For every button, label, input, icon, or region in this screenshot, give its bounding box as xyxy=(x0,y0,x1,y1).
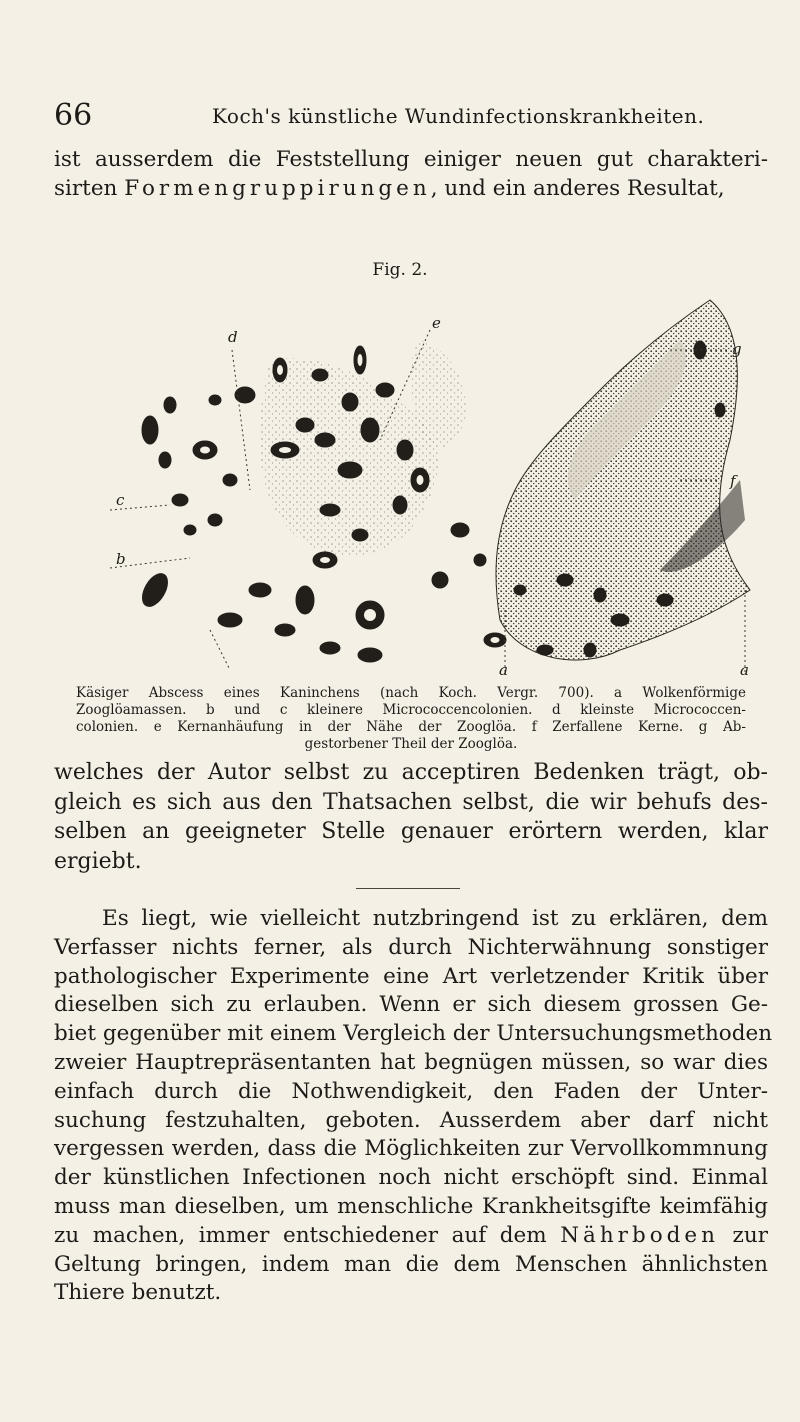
figure-caption xyxy=(76,685,746,753)
figure-letter-g: g xyxy=(732,340,742,358)
text-fragment: , und ein anderes Resultat, xyxy=(430,176,725,201)
text-line: Verfasser nichts ferner, als durch Nichterwähnung sonstiger xyxy=(54,934,768,960)
text-line: pathologischer Experimente eine Art verletzender Kritik über xyxy=(54,963,768,989)
text-line: selben an geeigneter Stelle genauer erörtern werden, klar xyxy=(54,819,768,844)
text-line: suchung festzuhalten, geboten. Ausserdem aber darf nicht xyxy=(54,1107,768,1133)
caption-line: Käsiger Abscess eines Kaninchens (nach Koch. Vergr. 700). a Wolkenförmige xyxy=(76,685,746,701)
section-divider xyxy=(356,888,460,889)
figure-letter-d: d xyxy=(228,328,238,346)
text-line: ist ausserdem die Feststellung einiger neuen gut charakteri- xyxy=(54,147,768,172)
figure-letter-e: e xyxy=(432,314,441,332)
caption-line: colonien. e Kernanhäufung in der Nähe der Zooglöa. f Zerfallene Kerne. g Ab- xyxy=(76,719,746,735)
text-line: welches der Autor selbst zu acceptiren Bedenken trägt, ob- xyxy=(54,760,768,785)
micrograph-illustration xyxy=(116,290,760,680)
figure-letter-b: b xyxy=(116,550,126,568)
text-line: Thiere benutzt. xyxy=(54,1280,222,1306)
text-line: einfach durch die Nothwendigkeit, den Faden der Unter- xyxy=(54,1078,768,1104)
figure-letter-a-right: a xyxy=(740,661,749,679)
spaced-term: Formengruppirungen xyxy=(124,176,431,201)
text-line: zweier Hauptrepräsentanten hat begnügen müssen, so war dies xyxy=(54,1049,768,1075)
page-number: 66 xyxy=(54,98,93,133)
text-line: dieselben sich zu erlauben. Wenn er sich diesem grossen Ge- xyxy=(54,992,768,1018)
text-line: muss man dieselben, um menschliche Krankheitsgifte keimfähig xyxy=(54,1193,768,1219)
text-line: der künstlichen Infectionen noch nicht erschöpft sind. Einmal xyxy=(54,1165,768,1191)
text-line xyxy=(54,1222,768,1251)
figure-label: Fig. 2. xyxy=(372,260,428,280)
caption-line: gestorbener Theil der Zooglöa. xyxy=(304,736,518,752)
text-fragment: sirten xyxy=(54,176,125,201)
spaced-term: Nährboden xyxy=(560,1222,719,1248)
paragraph-2 xyxy=(54,758,768,876)
running-title: Koch's künstliche Wundinfectionskrankheiten. xyxy=(212,104,705,128)
text-fragment: zur xyxy=(718,1222,768,1248)
paragraph-3 xyxy=(54,905,773,1308)
text-fragment: zu machen, immer entschiedener auf dem xyxy=(54,1222,561,1248)
page-header xyxy=(54,98,754,138)
text-line: biet gegenüber mit einem Vergleich der Untersuchungsmethoden xyxy=(54,1021,773,1047)
text-line: gleich es sich aus den Thatsachen selbst, die wir behufs des- xyxy=(54,789,768,815)
text-line: ergiebt. xyxy=(54,848,142,874)
figure-letter-c: c xyxy=(116,491,125,509)
text-line: vergessen werden, dass die Möglichkeiten zur Vervollkommnung xyxy=(54,1136,768,1162)
figure-letter-f: f xyxy=(730,472,736,490)
text-line: Es liegt, wie vielleicht nutzbringend ist zu erklären, dem xyxy=(102,906,768,931)
text-line: Geltung bringen, indem man die dem Menschen ähnlichsten xyxy=(54,1251,768,1277)
caption-line: Zooglöamassen. b und c kleinere Micrococcencolonien. d kleinste Micrococcen- xyxy=(76,702,746,718)
figure-letter-a-left: a xyxy=(499,661,508,679)
paragraph-1 xyxy=(54,145,768,203)
text-line xyxy=(54,174,768,203)
